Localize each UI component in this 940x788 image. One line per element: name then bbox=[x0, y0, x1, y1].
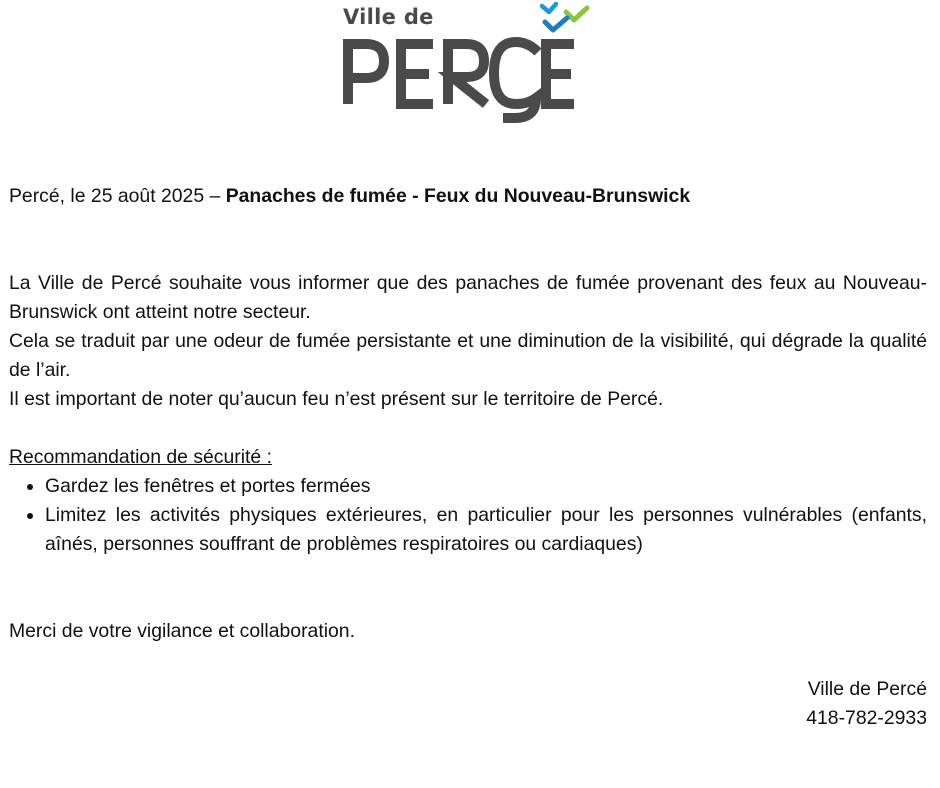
announcement-headline bbox=[9, 182, 927, 211]
signature-phone: 418-782-2933 bbox=[806, 707, 927, 729]
signature-block bbox=[9, 675, 927, 733]
body-paragraph: La Ville de Percé souhaite vous informer que des panaches de fumée provenant des feux au Nouveau-Brunswick ont atteint notre secteur. bbox=[9, 272, 927, 323]
recommendations-list bbox=[9, 472, 927, 559]
logo-prefix: Ville de bbox=[343, 5, 434, 29]
list-item: • Limitez les activités physiques extérieures, en particulier pour les personnes vulnérables (enfants, aînés, personnes souffrant de problèmes respiratoires ou cardiaques) bbox=[45, 501, 927, 559]
ville-de-perce-logo bbox=[340, 0, 592, 128]
body-paragraph: Il est important de noter qu’aucun feu n’est présent sur le territoire de Percé. bbox=[9, 388, 664, 410]
signature-org: Ville de Percé bbox=[807, 678, 927, 700]
headline-date: Percé, le 25 août 2025 – bbox=[9, 185, 226, 207]
recommendations-title: Recommandation de sécurité : bbox=[9, 446, 272, 468]
list-item: • Gardez les fenêtres et portes fermées bbox=[45, 472, 927, 501]
announcement-body bbox=[9, 269, 927, 414]
headline-title: Panaches de fumée - Feux du Nouveau-Brunswick bbox=[225, 185, 691, 207]
perce-wordmark bbox=[340, 30, 590, 126]
safety-recommendations bbox=[9, 443, 927, 559]
closing-line: Merci de votre vigilance et collaboration. bbox=[9, 620, 355, 642]
body-paragraph: Cela se traduit par une odeur de fumée persistante et une diminution de la visibilité, qui dégrade la qualité de l’air. bbox=[9, 330, 927, 381]
